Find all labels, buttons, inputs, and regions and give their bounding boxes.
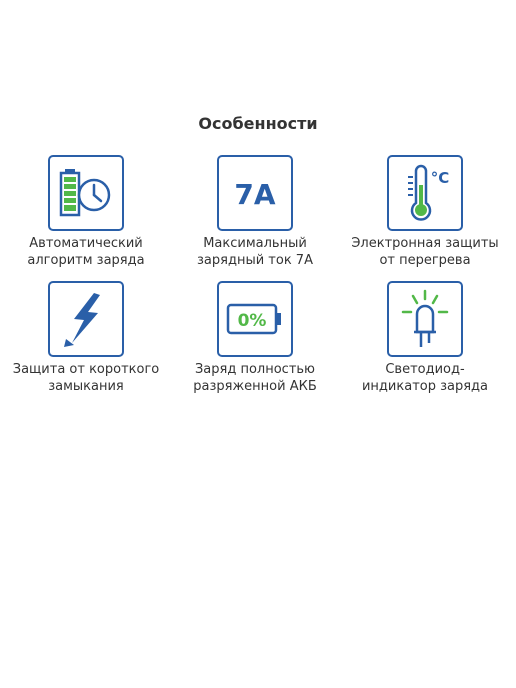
feature-icon-box xyxy=(48,155,124,231)
feature-label: Светодиод- индикатор заряда xyxy=(361,362,489,394)
feature-label: Электронная защиты от перегрева xyxy=(351,236,499,268)
battery-clock-icon xyxy=(56,165,116,221)
svg-text:0%: 0% xyxy=(237,311,267,331)
feature-icon-box xyxy=(387,281,463,357)
led-indicator-icon xyxy=(395,288,455,350)
feature-overheat-protection xyxy=(339,155,511,269)
feature-max-current xyxy=(169,155,341,269)
feature-icon-box xyxy=(387,155,463,231)
thermometer-icon xyxy=(395,163,455,223)
feature-short-circuit xyxy=(0,281,172,395)
section-title: Особенности xyxy=(198,114,318,133)
feature-icon-box xyxy=(217,281,293,357)
feature-deep-discharge xyxy=(169,281,341,395)
svg-text:°C: °C xyxy=(430,169,450,187)
feature-icon-box xyxy=(48,281,124,357)
battery-zero-icon xyxy=(223,294,287,344)
feature-label: Заряд полностью разряженной АКБ xyxy=(193,362,317,394)
feature-label: Максимальный зарядный ток 7А xyxy=(197,236,313,268)
feature-led-indicator xyxy=(339,281,511,395)
feature-label: Защита от короткого замыкания xyxy=(12,362,160,394)
current-7a-icon xyxy=(225,165,285,221)
lightning-bolt-icon xyxy=(56,289,116,349)
feature-icon-box xyxy=(217,155,293,231)
feature-label: Автоматический алгоритм заряда xyxy=(27,236,145,268)
feature-auto-charge xyxy=(0,155,172,269)
svg-text:7A: 7A xyxy=(234,178,276,211)
